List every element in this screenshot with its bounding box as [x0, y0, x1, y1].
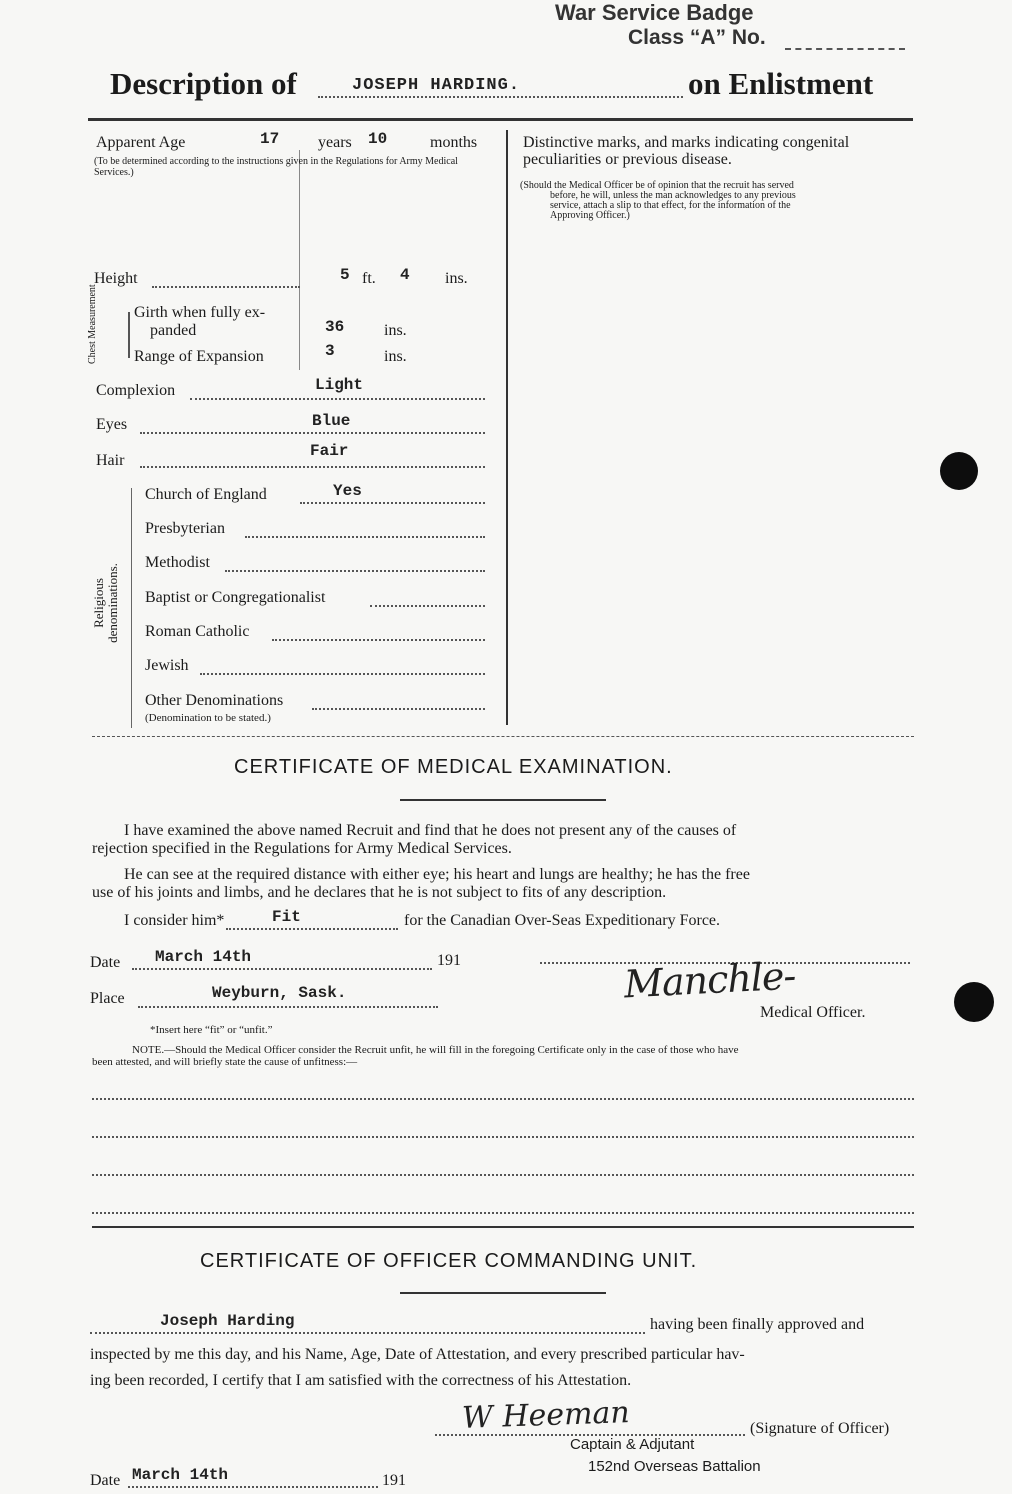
officer-rank: Captain & Adjutant [570, 1436, 695, 1453]
girth-label-1: Girth when fully ex- [134, 304, 266, 321]
badge-stamp-line1: War Service Badge [555, 0, 754, 25]
punch-hole [940, 452, 978, 490]
medical-para2-line1: He can see at the required distance with either eye; his heart and lungs are healthy; he has the free [124, 866, 750, 883]
inner-divider [299, 150, 300, 370]
hair-value: Fair [310, 442, 349, 460]
religion-bracket [131, 488, 132, 728]
marks-note-3: service, attach a slip to that effect, for the information of the [550, 200, 791, 211]
marks-heading-1: Distinctive marks, and marks indicating congenital [523, 134, 850, 151]
place-value: Weyburn, Sask. [212, 984, 347, 1002]
age-years-value: 17 [260, 130, 280, 148]
commanding-line3: ing been recorded, I certify that I am satisfied with the correctness of his Attestation. [90, 1372, 632, 1389]
religion-value: Yes [333, 482, 362, 500]
marks-note-2: before, he will, unless the man acknowledges to any previous [550, 190, 796, 201]
medical-para2-line2: use of his joints and limbs, and he declares that he is not subject to fits of any description. [92, 884, 667, 901]
commanding-line1-suffix: having been finally approved and [650, 1316, 865, 1333]
consider-suffix: for the Canadian Over-Seas Expeditionary Force. [404, 912, 721, 929]
eyes-value: Blue [312, 412, 351, 430]
religion-label: Other Denominations [145, 692, 284, 709]
years-label: years [318, 134, 352, 151]
height-ft-value: 5 [340, 266, 350, 284]
religion-dots [225, 570, 485, 572]
medical-officer-signature: Manchle- [622, 953, 797, 1007]
religion-label: Jewish [145, 657, 189, 674]
age-note: (To be determined according to the instructions given in the Regulations for Army Medical Services.) [94, 156, 458, 178]
denomination-note: (Denomination to be stated.) [145, 712, 271, 724]
officer-unit: 152nd Overseas Battalion [588, 1458, 761, 1475]
religion-dots [312, 708, 485, 710]
commanding-officer-signature: W Heeman [461, 1395, 631, 1436]
religion-label: Church of England [145, 486, 267, 503]
age-months-value: 10 [368, 130, 388, 148]
commanding-date-dots [128, 1486, 378, 1488]
religion-dots [300, 502, 485, 504]
recruit-name: JOSEPH HARDING. [352, 76, 521, 95]
unfitness-line [92, 1098, 914, 1100]
header-rule [88, 118, 913, 121]
medical-note-line2: been attested, and will briefly state the cause of unfitness:— [92, 1056, 358, 1068]
medical-date-dots [132, 968, 432, 970]
header-prefix: Description of [110, 66, 297, 101]
medical-date-label: Date [90, 954, 121, 971]
commanding-date-label: Date [90, 1472, 121, 1489]
girth-ins-label: ins. [384, 322, 407, 339]
consider-label: I consider him* [124, 912, 225, 929]
height-in-value: 4 [400, 266, 410, 284]
religion-dots [245, 536, 485, 538]
religion-label: Baptist or Congregationalist [145, 589, 326, 606]
medical-para1-line2: rejection specified in the Regulations for Army Medical Services. [92, 840, 512, 857]
eyes-dots [140, 432, 485, 434]
height-dots [152, 286, 300, 288]
complexion-dots [190, 398, 485, 400]
medical-year-label: 191 [437, 952, 461, 969]
marks-note-4: Approving Officer.) [550, 210, 630, 221]
badge-number-line [785, 48, 905, 50]
religion-heading: Religious denominations. [91, 563, 120, 643]
commanding-date-value: March 14th [132, 1466, 229, 1484]
religion-dots [200, 673, 485, 675]
commanding-name-value: Joseph Harding [160, 1312, 295, 1330]
commanding-name-dots [90, 1332, 645, 1334]
ft-label: ft. [362, 270, 376, 287]
hair-label: Hair [96, 452, 125, 469]
ins-label: ins. [445, 270, 468, 287]
unfitness-line [92, 1136, 914, 1138]
header-suffix: on Enlistment [688, 66, 874, 101]
religion-dots [272, 639, 485, 641]
column-divider [506, 130, 508, 725]
hair-dots [140, 466, 485, 468]
medical-title: CERTIFICATE OF MEDICAL EXAMINATION. [234, 756, 673, 778]
fitness-dots [226, 928, 398, 930]
fitness-value: Fit [272, 908, 301, 926]
place-label: Place [90, 990, 125, 1007]
expansion-label: Range of Expansion [134, 348, 264, 365]
unfitness-line [92, 1174, 914, 1176]
complexion-value: Light [315, 376, 364, 394]
section-separator [92, 1226, 914, 1228]
height-label: Height [94, 270, 138, 287]
signature-of-officer-label: (Signature of Officer) [750, 1420, 890, 1437]
medical-title-rule [400, 799, 606, 801]
place-dots [138, 1006, 438, 1008]
religion-label: Presbyterian [145, 520, 225, 537]
religion-label: Methodist [145, 554, 210, 571]
commanding-title: CERTIFICATE OF OFFICER COMMANDING UNIT. [200, 1250, 698, 1272]
fit-footnote: *Insert here “fit” or “unfit.” [150, 1024, 273, 1036]
section-separator [92, 736, 914, 737]
apparent-age-label: Apparent Age [96, 134, 186, 151]
commanding-line2: inspected by me this day, and his Name, Age, Date of Attestation, and every prescribed particular hav- [90, 1346, 745, 1363]
marks-heading-2: peculiarities or previous disease. [523, 151, 732, 168]
girth-label-2: panded [150, 322, 197, 339]
complexion-label: Complexion [96, 382, 176, 399]
commanding-title-rule [400, 1292, 606, 1294]
religion-dots [370, 605, 485, 607]
girth-value: 36 [325, 318, 345, 336]
commanding-year-label: 191 [382, 1472, 406, 1489]
religion-label: Roman Catholic [145, 623, 250, 640]
expansion-value: 3 [325, 342, 335, 360]
medical-note-line1: NOTE.—Should the Medical Officer consider the Recruit unfit, he will fill in the foregoing Certificate only in the case of those who have [132, 1044, 739, 1056]
medical-officer-label: Medical Officer. [760, 1004, 866, 1021]
punch-hole [954, 982, 994, 1022]
header-name-dots [318, 96, 683, 98]
chest-bracket [128, 312, 130, 358]
medical-date-value: March 14th [155, 948, 252, 966]
expansion-ins-label: ins. [384, 348, 407, 365]
months-label: months [430, 134, 478, 151]
chest-measurement-label: Chest Measurement [87, 284, 98, 364]
unfitness-line [92, 1212, 914, 1214]
medical-para1-line1: I have examined the above named Recruit and find that he does not present any of the causes of [124, 822, 737, 839]
eyes-label: Eyes [96, 416, 128, 433]
badge-stamp-line2: Class “A” No. [628, 26, 766, 49]
marks-note-1: (Should the Medical Officer be of opinion that the recruit has served [520, 180, 794, 191]
